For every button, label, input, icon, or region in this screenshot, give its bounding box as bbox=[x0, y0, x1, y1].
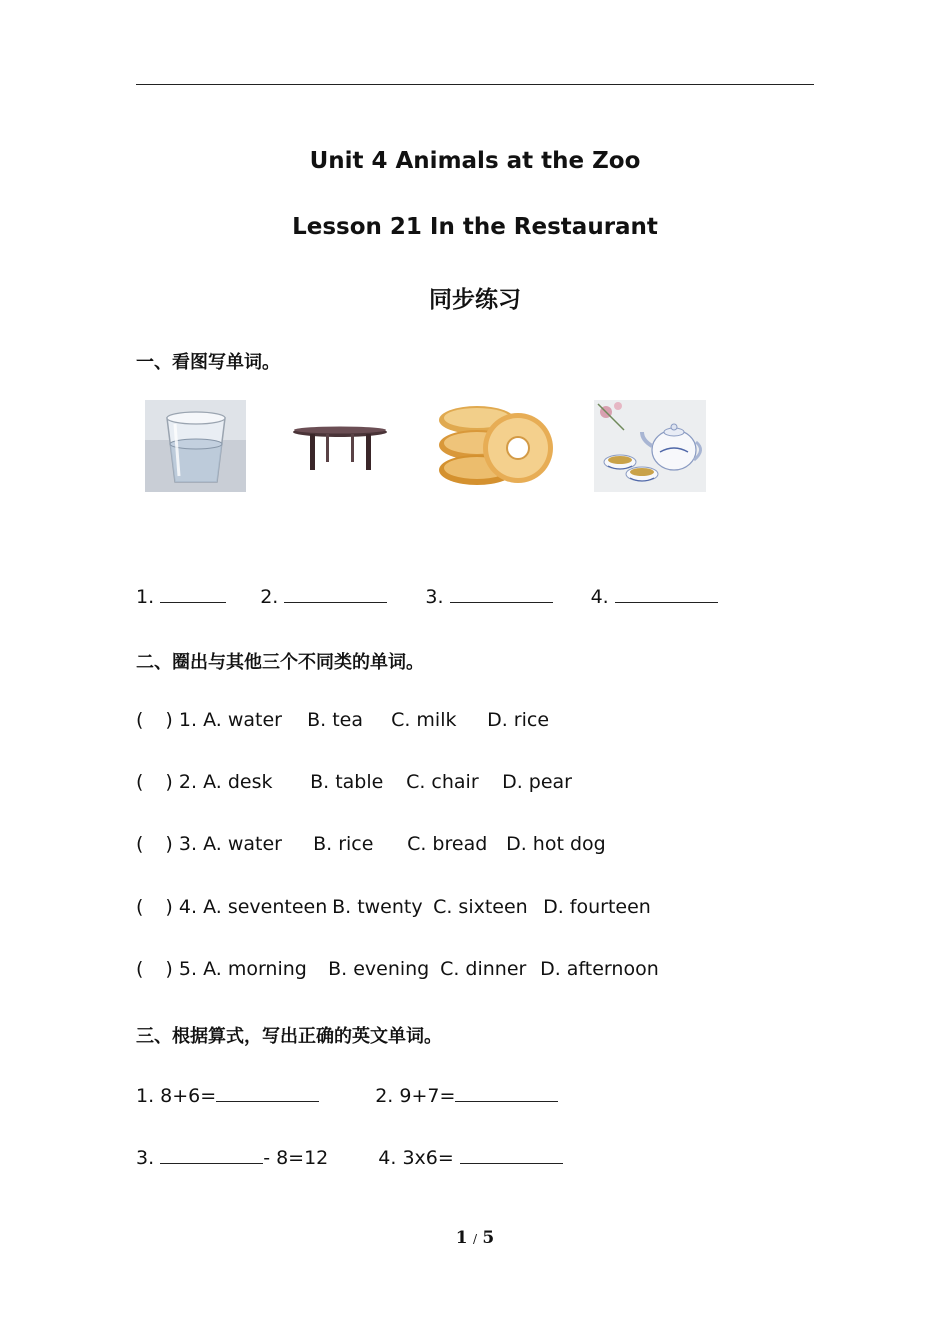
answer-paren-close: ) bbox=[165, 771, 173, 793]
question-row bbox=[136, 709, 549, 731]
question-number: 4. bbox=[178, 896, 198, 918]
option-d: D. fourteen bbox=[543, 896, 651, 918]
picture-answers-line bbox=[136, 584, 718, 608]
math-answer-2-blank[interactable] bbox=[455, 1083, 558, 1102]
question-number: 5. bbox=[178, 958, 198, 980]
answer-4-blank[interactable] bbox=[615, 584, 718, 603]
option-d: D. afternoon bbox=[540, 958, 659, 980]
water-glass-picture bbox=[145, 400, 246, 492]
question-number: 2. bbox=[178, 771, 198, 793]
math-question-4: 4. 3x6= bbox=[378, 1147, 454, 1169]
header-rule bbox=[136, 84, 814, 85]
question-row bbox=[136, 896, 651, 918]
answer-paren-open[interactable]: ( bbox=[136, 958, 144, 980]
option-b: B. tea bbox=[307, 709, 363, 731]
option-a: A. morning bbox=[203, 958, 307, 980]
exercise-title: 同步练习 bbox=[429, 287, 521, 313]
answer-paren-open[interactable]: ( bbox=[136, 709, 144, 731]
question-row bbox=[136, 833, 606, 855]
answer-paren-open[interactable]: ( bbox=[136, 896, 144, 918]
option-a: A. desk bbox=[203, 771, 273, 793]
math-question-3-number: 3. bbox=[136, 1147, 155, 1169]
doughnuts-picture bbox=[437, 400, 555, 492]
answer-3-blank[interactable] bbox=[450, 584, 553, 603]
question-number: 3. bbox=[178, 833, 198, 855]
option-b: B. evening bbox=[328, 958, 430, 980]
answer-paren-open[interactable]: ( bbox=[136, 771, 144, 793]
answer-4-label: 4. bbox=[590, 586, 609, 608]
answer-paren-close: ) bbox=[165, 896, 173, 918]
math-answer-1-blank[interactable] bbox=[216, 1083, 319, 1102]
question-number: 1. bbox=[178, 709, 198, 731]
option-a: A. water bbox=[203, 833, 282, 855]
answer-2-blank[interactable] bbox=[284, 584, 387, 603]
page-number bbox=[0, 1228, 950, 1248]
answer-1-label: 1. bbox=[136, 586, 155, 608]
option-b: B. table bbox=[310, 771, 384, 793]
table-picture bbox=[290, 400, 390, 492]
unit-title: Unit 4 Animals at the Zoo bbox=[309, 148, 641, 174]
option-d: D. hot dog bbox=[506, 833, 606, 855]
answer-3-label: 3. bbox=[425, 586, 444, 608]
option-b: B. rice bbox=[313, 833, 374, 855]
option-a: A. seventeen bbox=[203, 896, 328, 918]
option-d: D. rice bbox=[487, 709, 550, 731]
math-row-1 bbox=[136, 1083, 558, 1107]
option-c: C. chair bbox=[406, 771, 479, 793]
answer-paren-close: ) bbox=[165, 958, 173, 980]
page-separator: / bbox=[472, 1232, 478, 1246]
tea-set-picture bbox=[594, 400, 706, 492]
section-2-heading: 二、圈出与其他三个不同类的单词。 bbox=[136, 652, 424, 673]
lesson-title: Lesson 21 In the Restaurant bbox=[292, 214, 658, 240]
option-a: A. water bbox=[203, 709, 282, 731]
total-pages: 5 bbox=[482, 1228, 495, 1248]
answer-paren-close: ) bbox=[165, 709, 173, 731]
answer-1-blank[interactable] bbox=[160, 584, 226, 603]
option-c: C. sixteen bbox=[433, 896, 528, 918]
math-question-2: 2. 9+7= bbox=[375, 1085, 456, 1107]
math-answer-3-blank[interactable] bbox=[160, 1145, 263, 1164]
section-3-heading: 三、根据算式，写出正确的英文单词。 bbox=[136, 1026, 442, 1047]
option-c: C. bread bbox=[407, 833, 488, 855]
option-d: D. pear bbox=[502, 771, 572, 793]
math-answer-4-blank[interactable] bbox=[460, 1145, 563, 1164]
section-1-heading: 一、看图写单词。 bbox=[136, 352, 280, 373]
option-c: C. milk bbox=[391, 709, 457, 731]
math-row-2 bbox=[136, 1145, 563, 1169]
question-row bbox=[136, 958, 659, 980]
answer-paren-close: ) bbox=[165, 833, 173, 855]
answer-paren-open[interactable]: ( bbox=[136, 833, 144, 855]
question-row bbox=[136, 771, 572, 793]
option-b: B. twenty bbox=[332, 896, 423, 918]
option-c: C. dinner bbox=[440, 958, 527, 980]
answer-2-label: 2. bbox=[260, 586, 279, 608]
current-page: 1 bbox=[455, 1228, 468, 1248]
math-question-3-expression: - 8=12 bbox=[263, 1147, 329, 1169]
math-question-1: 1. 8+6= bbox=[136, 1085, 217, 1107]
